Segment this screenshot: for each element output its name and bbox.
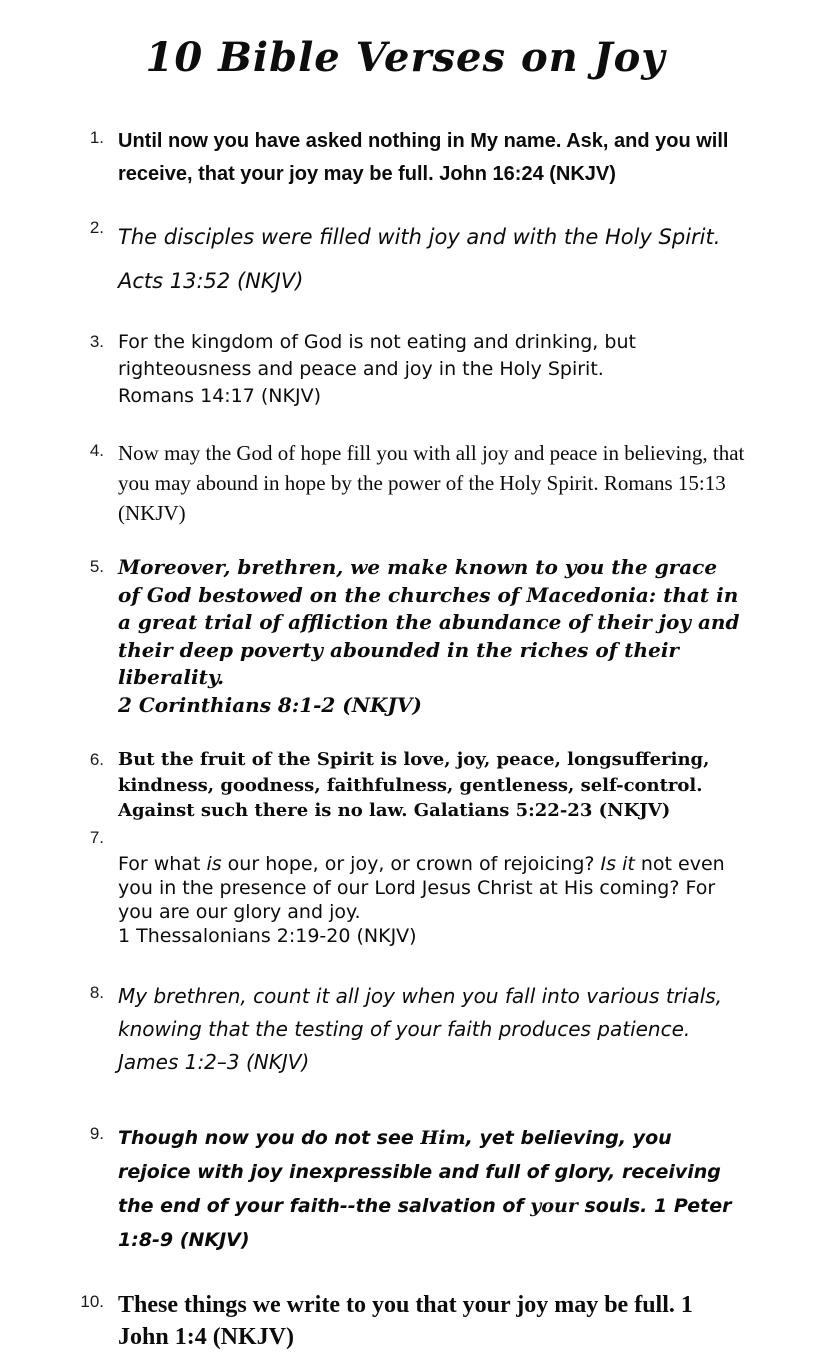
verse-item-2	[66, 215, 745, 303]
verse-item-5	[66, 554, 745, 719]
verse-text-6	[118, 747, 745, 824]
verse-number-2: 2.	[89, 218, 104, 237]
verse-text-1	[118, 125, 745, 191]
verse-text-9	[118, 1121, 745, 1257]
verse-segment: My brethren, count it all joy when you fall into various trials, knowing that the testing of your faith produces patience. James 1:2–3 (NKJV)	[118, 983, 723, 1074]
verse-item-7	[66, 828, 745, 948]
verse-segment: Acts 13:52 (NKJV)	[118, 269, 304, 293]
verse-item-9	[66, 1121, 745, 1257]
verse-item-1	[66, 125, 745, 191]
verse-segment: For the kingdom of God is not eating and drinking, but righteousness and peace and joy in the Holy Spirit.	[118, 331, 636, 380]
verse-item-8	[66, 980, 745, 1079]
verse-number-5: 5.	[89, 557, 104, 576]
verse-item-3	[66, 329, 745, 410]
verse-emphasis: is	[206, 852, 222, 875]
verse-text-8	[118, 980, 745, 1079]
verse-segment: Moreover, brethren, we make known to you the grace of God bestowed on the churches of Macedonia: that in a great trial of affliction the abundance of their joy and their deep poverty abounded in the riches of their liberality.	[118, 555, 740, 689]
verse-number-4: 4.	[89, 441, 104, 460]
verse-segment: 1 Thessalonians 2:19-20 (NKJV)	[118, 924, 417, 947]
page-title: 10 Bible Verses on Joy	[145, 34, 666, 81]
verse-segment: not even you in the presence of our Lord Jesus Christ at His coming? For you are our glory and joy.	[118, 852, 725, 923]
verse-emphasis: Him	[420, 1126, 466, 1149]
verse-text-5	[118, 554, 745, 719]
verse-number-10: 10.	[80, 1291, 104, 1311]
verse-segment: Until now you have asked nothing in My name. Ask, and you will receive, that your joy may be full. John 16:24 (NKJV)	[118, 130, 729, 185]
verse-text-10	[118, 1289, 745, 1353]
verse-number-7: 7.	[89, 827, 104, 847]
verse-segment: Now may the God of hope fill you with all joy and peace in believing, that you may abound in hope by the power of the Holy Spirit. Romans 15:13 (NKJV)	[118, 441, 745, 525]
verse-text-7	[118, 828, 745, 948]
verse-number-6: 6.	[89, 750, 104, 769]
verse-number-3: 3.	[89, 332, 104, 351]
verse-segment: But the fruit of the Spirit is love, joy, peace, longsuffering, kindness, goodness, faithfulness, gentleness, self-control. Against such there is no law. Galatians 5:22-23 (NKJV)	[118, 749, 710, 821]
verse-segment: The disciples were filled with joy and with the Holy Spirit.	[118, 225, 721, 249]
verse-text-2	[118, 215, 745, 303]
verse-text-3	[118, 329, 745, 410]
verse-segment: , yet believing, you rejoice with joy inexpressible and full of glory, receiving the end of your faith--the salvation of	[118, 1126, 721, 1217]
verse-segment: These things we write to you that your joy may be full. 1 John 1:4 (NKJV)	[118, 1291, 693, 1350]
verse-item-10	[66, 1289, 745, 1353]
verse-segment: souls. 1 Peter 1:8-9 (NKJV)	[118, 1194, 732, 1251]
verse-number-8: 8.	[89, 982, 104, 1002]
verse-text-4	[118, 438, 745, 528]
verse-number-1: 1.	[89, 128, 104, 147]
verse-emphasis: Is it	[600, 852, 635, 875]
verse-segment: Romans 14:17 (NKJV)	[118, 385, 321, 407]
verse-number-9: 9.	[89, 1123, 104, 1143]
verse-item-4	[66, 438, 745, 528]
verse-item-6	[66, 747, 745, 824]
verse-segment: our hope, or joy, or crown of rejoicing?	[221, 852, 601, 875]
verse-segment: Though now you do not see	[118, 1126, 421, 1149]
verse-list	[66, 125, 745, 1353]
verse-emphasis: your	[530, 1194, 578, 1217]
verse-segment: 2 Corinthians 8:1-2 (NKJV)	[118, 692, 422, 717]
verse-segment: For what	[118, 852, 207, 875]
